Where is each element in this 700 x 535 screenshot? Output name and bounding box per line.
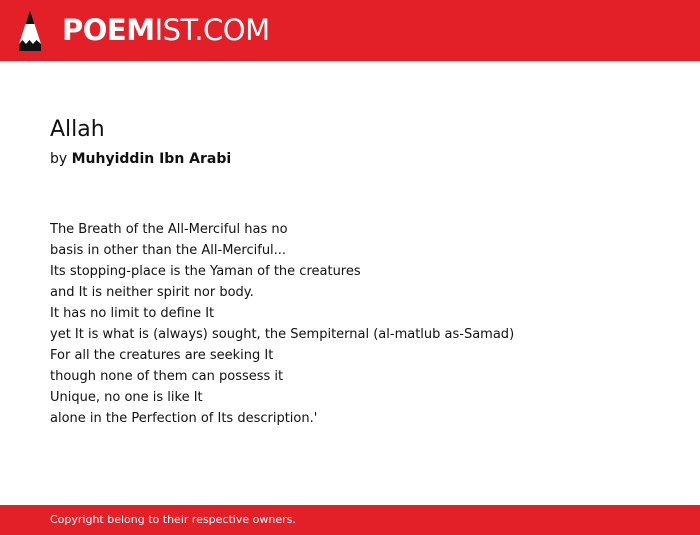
poem-line: Its stopping-place is the Yaman of the creatures [50, 264, 361, 279]
poem-body [50, 219, 514, 429]
poem-line: Unique, no one is like It [50, 390, 203, 405]
site-header [0, 0, 700, 61]
poem-line: alone in the Perfection of Its description.' [50, 411, 318, 426]
poem-byline [50, 148, 231, 170]
logo-light-text: IST.COM [154, 13, 270, 47]
logo-bold-text: POEM [62, 13, 155, 47]
poem-line: The Breath of the All-Merciful has no [50, 222, 288, 237]
author-name: Muhyiddin Ibn Arabi [71, 151, 232, 167]
poem-line: and It is neither spirit nor body. [50, 285, 254, 300]
site-footer [0, 505, 700, 535]
poem-line: though none of them can possess it [50, 369, 284, 384]
poem-line: For all the creatures are seeking It [50, 348, 274, 363]
copyright-notice: Copyright belong to their respective owners. [50, 513, 296, 526]
poem-line: yet It is what is (always) sought, the Sempiternal (al-matlub as-Samad) [50, 327, 515, 342]
poem-line: basis in other than the All-Merciful... [50, 243, 287, 258]
by-label: by [50, 151, 68, 167]
poem-line: It has no limit to define It [50, 306, 215, 321]
poem-title: Allah [50, 117, 105, 142]
pencil-icon [18, 9, 42, 52]
site-logo-link[interactable] [18, 8, 270, 53]
site-logo-text [62, 13, 270, 47]
